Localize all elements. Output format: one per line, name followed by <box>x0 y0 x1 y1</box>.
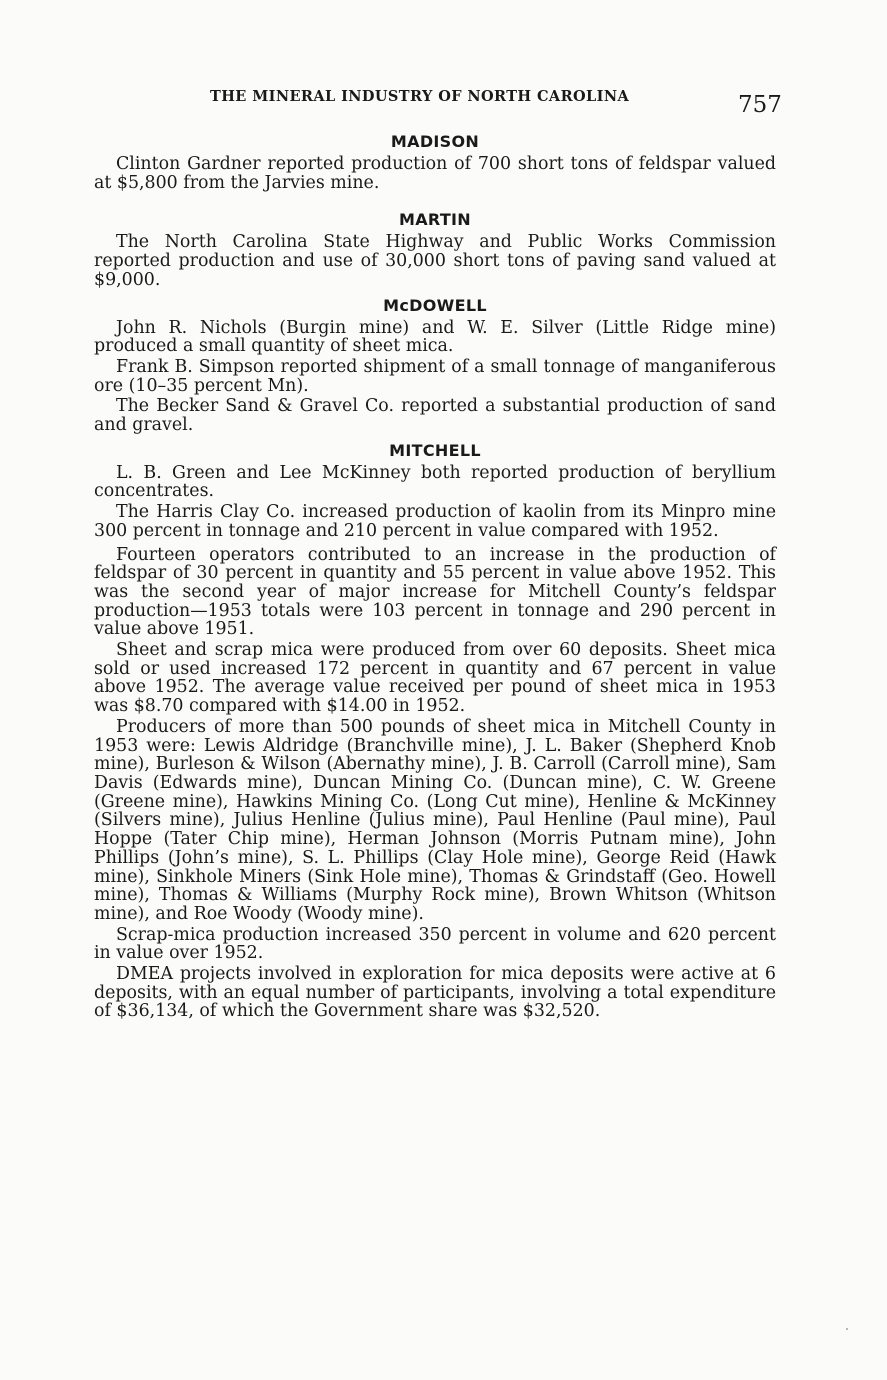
section-heading-mcdowell: McDOWELL <box>383 295 487 315</box>
section-heading-mitchell: MITCHELL <box>389 440 481 460</box>
paragraph: Frank B. Simpson reported shipment of a small tonnage of manganiferous ore (10–35 percent Mn). <box>94 356 776 396</box>
paragraph: Sheet and scrap mica were produced from over 60 deposits. Sheet mica sold or used increased 172 percent in quantity and 67 percent in value above 1952. The average value received per pound of sheet mica in 1953 was $8.70 compared with $14.00 in 1952. <box>94 640 776 717</box>
paragraph: Clinton Gardner reported production of 700 short tons of feldspar valued at $5,800 from the Jarvies mine. <box>94 154 776 193</box>
paragraph: The Becker Sand & Gravel Co. reported a substantial production of sand and gravel. <box>94 396 776 436</box>
paragraph: Producers of more than 500 pounds of sheet mica in Mitchell County in 1953 were: Lewis Aldridge (Branchville mine), J. L. Baker (Shepherd Knob mine), Burleson & Wilson (Abernathy mine), J. B. Carroll (Carroll mine), Sam Davis (Edwards mine), Duncan Mining Co. (Duncan mine), C. W. Greene (Greene mine), Hawkins Mining Co. (Long Cut mine), Henline & McKinney (Silvers mine), Julius Henline (Julius mine), Paul Henline (Paul mine), Paul Hoppe (Tater Chip mine), Herman Johnson (Morris Putnam mine), John Phillips (John’s mine), S. L. Phillips (Clay Hole mine), George Reid (Hawk mine), Sinkhole Miners (Sink Hole mine), Thomas & Grindstaff (Geo. Howell mine), Thomas & Williams (Murphy Rock mine), Brown Whitson (Whitson mine), and Roe Woody (Woody mine). <box>94 716 776 924</box>
running-head-title: THE MINERAL INDUSTRY OF NORTH CAROLINA <box>210 88 630 105</box>
section-heading-madison: MADISON <box>390 132 480 151</box>
paragraph: The North Carolina State Highway and Public Works Commission reported production and use of 30,000 short tons of paving sand valued at $9,000. <box>94 232 776 290</box>
paragraph: DMEA projects involved in exploration for mica deposits were active at 6 deposits, with an equal number of participants, involving a total expenditure of $36,134, of which the Government share was $32,520. <box>94 964 776 1022</box>
paragraph: L. B. Green and Lee McKinney both reported production of beryllium concentrates. <box>94 462 776 502</box>
section-heading-martin: MARTIN <box>399 210 471 230</box>
page-number: 757 <box>738 92 782 118</box>
paragraph: Fourteen operators contributed to an increase in the production of feldspar of 30 percent in quantity and 55 percent in value above 1952. This was the second year of major increase for Mitchell County’s feldspar production—1953 totals were 103 percent in tonnage and 290 percent in value above 1951. <box>94 544 776 640</box>
paragraph: Scrap-mica production increased 350 percent in volume and 620 percent in value over 1952. <box>94 924 776 964</box>
paragraph: The Harris Clay Co. increased production of kaolin from its Minpro mine 300 percent in tonnage and 210 percent in value compared with 1952. <box>94 502 776 541</box>
page-body <box>94 128 776 1023</box>
scan-speck <box>846 1328 848 1330</box>
paragraph: John R. Nichols (Burgin mine) and W. E. Silver (Little Ridge mine) produced a small quantity of sheet mica. <box>94 317 776 357</box>
